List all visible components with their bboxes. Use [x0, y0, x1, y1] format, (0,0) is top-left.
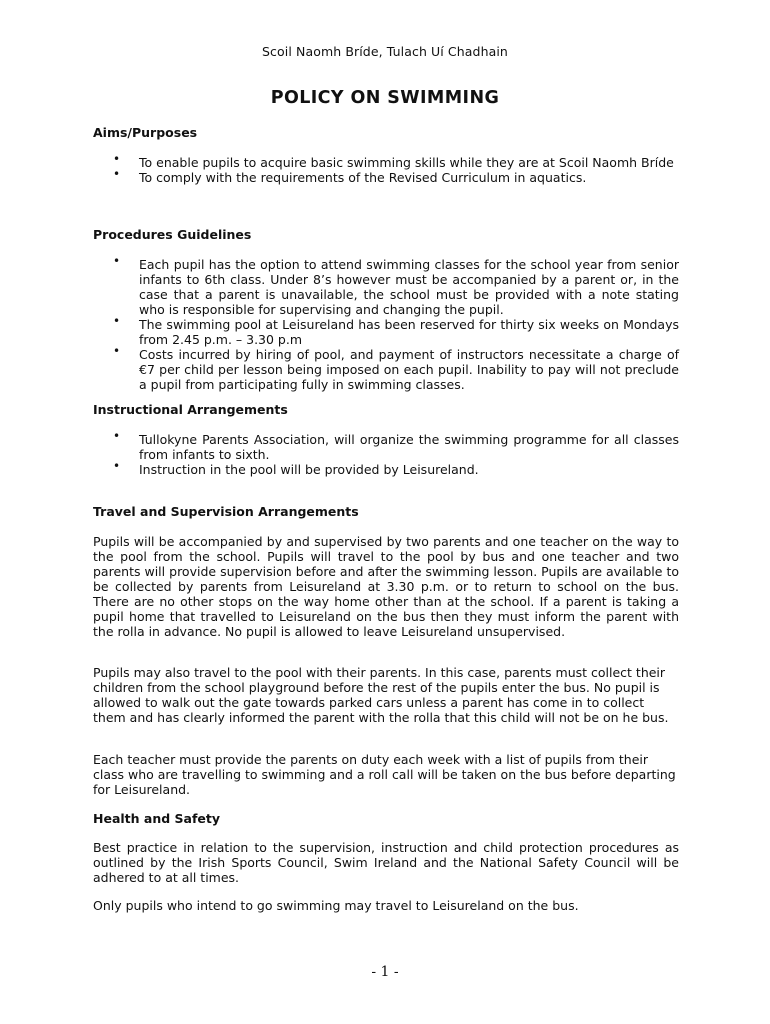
list-item: • Costs incurred by hiring of pool, and payment of instructors necessitate a charge of €7 per child per lesson being imposed on each pupil. Inability to pay will not preclude a pupil from participating fully in swimming classes.: [113, 344, 679, 392]
list-item: • Tullokyne Parents Association, will organize the swimming programme for all classes from infants to sixth.: [113, 429, 679, 462]
bullet-icon: •: [113, 314, 121, 328]
health-paragraph-2: Only pupils who intend to go swimming may travel to Leisureland on the bus.: [93, 898, 579, 913]
list-item: • Instruction in the pool will be provided by Leisureland.: [113, 459, 479, 477]
health-paragraph-1: Best practice in relation to the supervision, instruction and child protection procedures as outlined by the Irish Sports Council, Swim Ireland and the National Safety Council will be adhered to at all times.: [93, 840, 679, 885]
bullet-icon: •: [113, 459, 121, 473]
aims-heading: Aims/Purposes: [93, 125, 198, 140]
health-heading: Health and Safety: [93, 811, 220, 826]
instructional-heading: Instructional Arrangements: [93, 402, 288, 417]
bullet-icon: •: [113, 167, 121, 181]
procedures-heading: Procedures Guidelines: [93, 227, 252, 242]
list-item: • To comply with the requirements of the Revised Curriculum in aquatics.: [113, 167, 587, 185]
travel-paragraph-1: Pupils will be accompanied by and supervised by two parents and one teacher on the way to the pool from the school. Pupils will travel to the pool by bus and one teacher and two parents will provide supervision before and after the swimming lesson. Pupils are available to be collected by parents from Leisureland at 3.30 p.m. or to return to school on the bus. There are no other stops on the way home other than at the school. If a parent is taking a pupil home that travelled to Leisureland on the bus then they must inform the parent with the rolla in advance. No pupil is allowed to leave Leisureland unsupervised.: [93, 534, 679, 639]
page-title: POLICY ON SWIMMING: [270, 88, 500, 108]
instructional-list: [113, 429, 679, 477]
bullet-icon: •: [113, 429, 121, 443]
bullet-icon: •: [113, 344, 121, 358]
list-item: • The swimming pool at Leisureland has been reserved for thirty six weeks on Mondays from 2.45 p.m. – 3.30 p.m: [113, 314, 679, 347]
bullet-icon: •: [113, 152, 121, 166]
bullet-icon: •: [113, 254, 121, 268]
page-number: - 1 -: [371, 964, 399, 980]
list-item: • To enable pupils to acquire basic swimming skills while they are at Scoil Naomh Bríde: [113, 152, 674, 170]
travel-heading: Travel and Supervision Arrangements: [93, 504, 359, 519]
procedures-list: [113, 254, 679, 392]
travel-paragraph-3: Each teacher must provide the parents on duty each week with a list of pupils from their class who are travelling to swimming and a roll call will be taken on the bus before departing for Leisureland.: [93, 752, 676, 797]
aims-list: [113, 152, 679, 185]
list-item: • Each pupil has the option to attend swimming classes for the school year from senior infants to 6th class. Under 8’s however must be accompanied by a parent or, in the case that a parent is unavailable, the school must be provided with a note stating who is responsible for supervising and changing the pupil.: [113, 254, 679, 317]
travel-paragraph-2: Pupils may also travel to the pool with their parents. In this case, parents must collect their children from the school playground before the rest of the pupils enter the bus. No pupil is allowed to walk out the gate towards parked cars unless a parent has come in to collect them and has clearly informed the parent with the rolla that this child will not be on he bus.: [93, 665, 669, 725]
school-header: Scoil Naomh Bríde, Tulach Uí Chadhain: [262, 44, 508, 59]
